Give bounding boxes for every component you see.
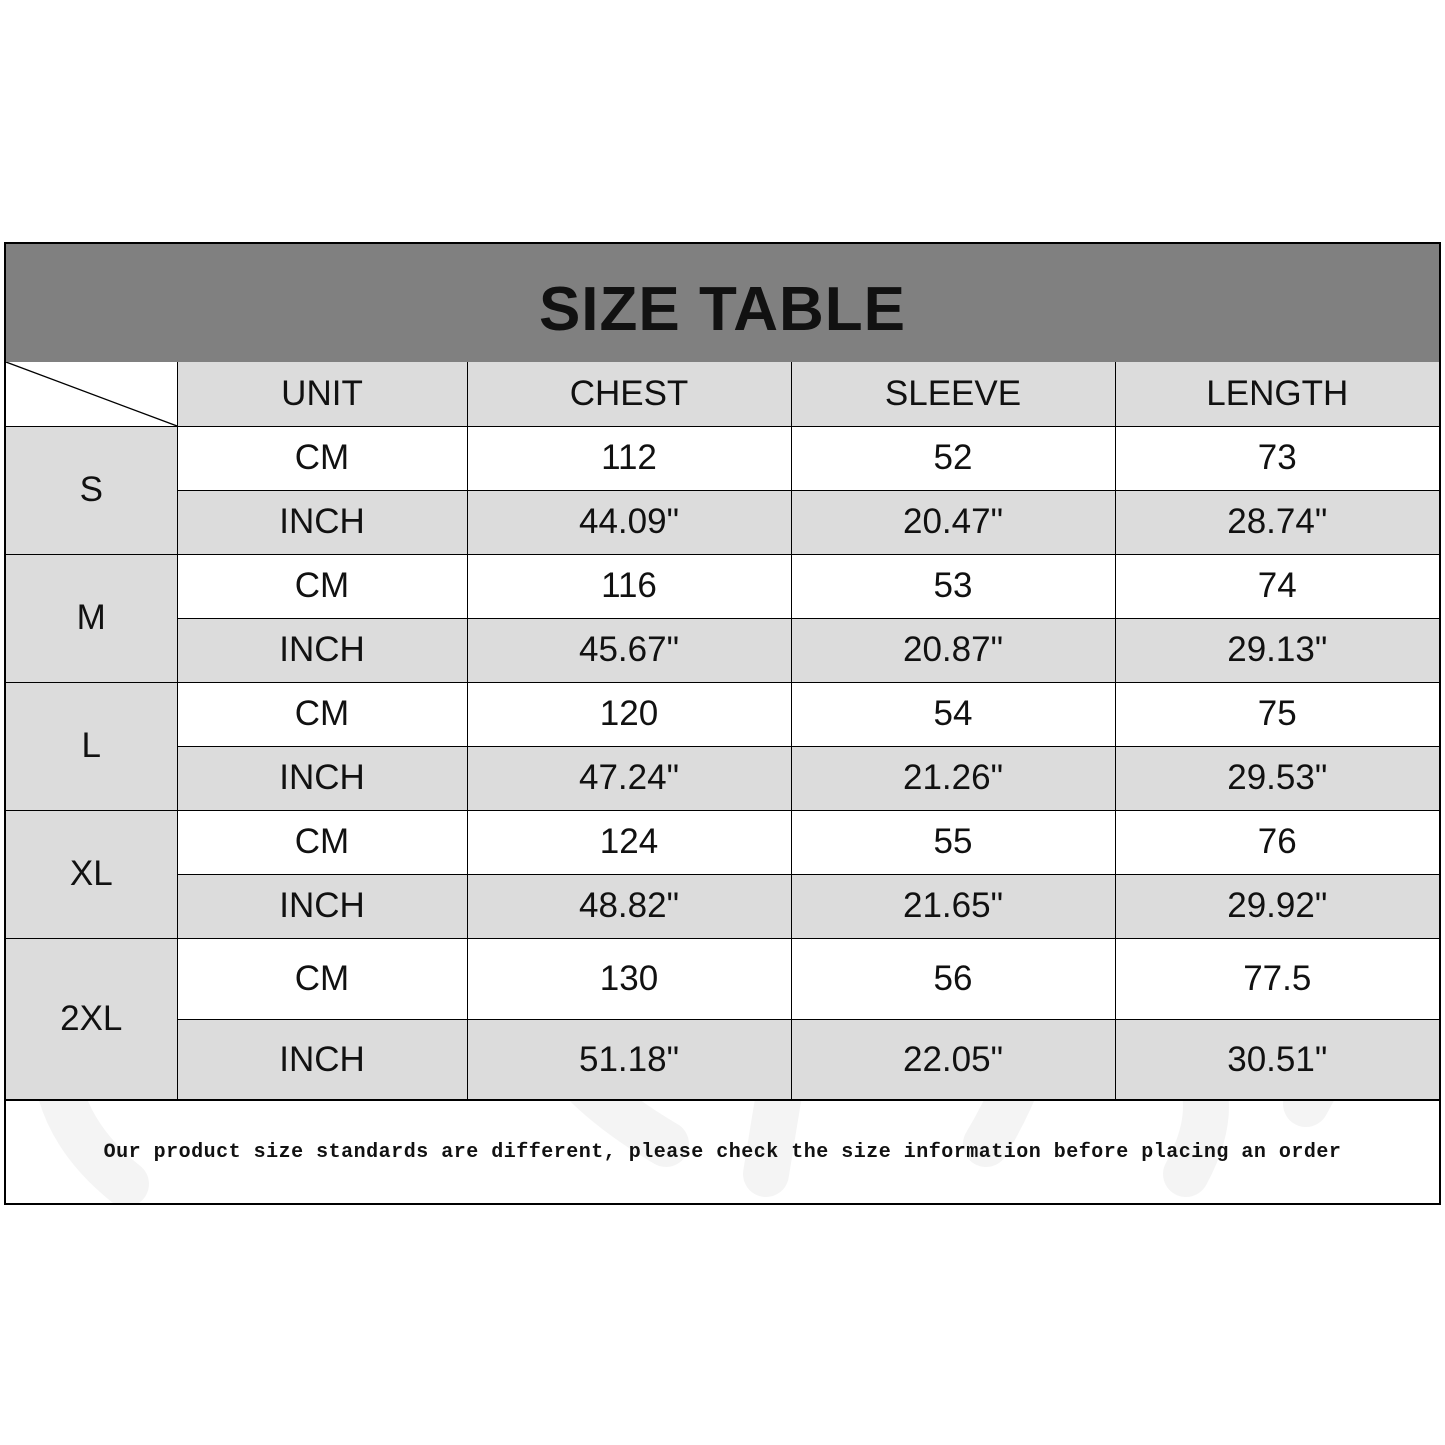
- table-row: [6, 810, 1439, 874]
- chest-cell: 120: [467, 682, 791, 746]
- sleeve-cell: 21.26": [791, 746, 1115, 810]
- size-label: XL: [6, 810, 177, 938]
- unit-cell: INCH: [177, 874, 467, 938]
- chest-cell: 45.67": [467, 618, 791, 682]
- header-row: [6, 362, 1439, 426]
- size-grid: [6, 362, 1439, 1101]
- length-cell: 77.5: [1115, 938, 1439, 1019]
- table-row: [6, 490, 1439, 554]
- table-row: [6, 426, 1439, 490]
- table-row: [6, 746, 1439, 810]
- sleeve-cell: 56: [791, 938, 1115, 1019]
- column-header-length: LENGTH: [1115, 362, 1439, 426]
- length-cell: 29.92": [1115, 874, 1439, 938]
- size-label: S: [6, 426, 177, 554]
- unit-cell: CM: [177, 554, 467, 618]
- sleeve-cell: 52: [791, 426, 1115, 490]
- table-row: [6, 874, 1439, 938]
- size-label: L: [6, 682, 177, 810]
- table-row: [6, 618, 1439, 682]
- length-cell: 30.51": [1115, 1019, 1439, 1100]
- sleeve-cell: 54: [791, 682, 1115, 746]
- chest-cell: 112: [467, 426, 791, 490]
- diagonal-divider: [6, 362, 177, 426]
- table-row: [6, 1019, 1439, 1100]
- length-cell: 29.53": [1115, 746, 1439, 810]
- corner-cell: [6, 362, 177, 426]
- chest-cell: 51.18": [467, 1019, 791, 1100]
- sleeve-cell: 20.47": [791, 490, 1115, 554]
- chest-cell: 124: [467, 810, 791, 874]
- sleeve-cell: 22.05": [791, 1019, 1115, 1100]
- length-cell: 28.74": [1115, 490, 1439, 554]
- length-cell: 74: [1115, 554, 1439, 618]
- chest-cell: 47.24": [467, 746, 791, 810]
- column-header-sleeve: SLEEVE: [791, 362, 1115, 426]
- sleeve-cell: 20.87": [791, 618, 1115, 682]
- chest-cell: 48.82": [467, 874, 791, 938]
- unit-cell: CM: [177, 426, 467, 490]
- unit-cell: INCH: [177, 618, 467, 682]
- sleeve-cell: 55: [791, 810, 1115, 874]
- footer-note-text: Our product size standards are different, please check the size information before placing an order: [103, 1140, 1342, 1164]
- table-title-text: SIZE TABLE: [538, 274, 907, 344]
- unit-cell: CM: [177, 810, 467, 874]
- sleeve-cell: 53: [791, 554, 1115, 618]
- column-header-unit: UNIT: [177, 362, 467, 426]
- table-row: [6, 554, 1439, 618]
- length-cell: 75: [1115, 682, 1439, 746]
- chest-cell: 130: [467, 938, 791, 1019]
- size-table: [4, 242, 1441, 1205]
- size-label: 2XL: [6, 938, 177, 1100]
- length-cell: 73: [1115, 426, 1439, 490]
- unit-cell: CM: [177, 938, 467, 1019]
- table-row: [6, 682, 1439, 746]
- column-header-chest: CHEST: [467, 362, 791, 426]
- sleeve-cell: 21.65": [791, 874, 1115, 938]
- unit-cell: INCH: [177, 1019, 467, 1100]
- table-row: [6, 938, 1439, 1019]
- size-label: M: [6, 554, 177, 682]
- unit-cell: INCH: [177, 490, 467, 554]
- unit-cell: INCH: [177, 746, 467, 810]
- unit-cell: CM: [177, 682, 467, 746]
- table-title: [6, 244, 1439, 362]
- footer-note: [6, 1099, 1439, 1204]
- chest-cell: 44.09": [467, 490, 791, 554]
- chest-cell: 116: [467, 554, 791, 618]
- length-cell: 76: [1115, 810, 1439, 874]
- length-cell: 29.13": [1115, 618, 1439, 682]
